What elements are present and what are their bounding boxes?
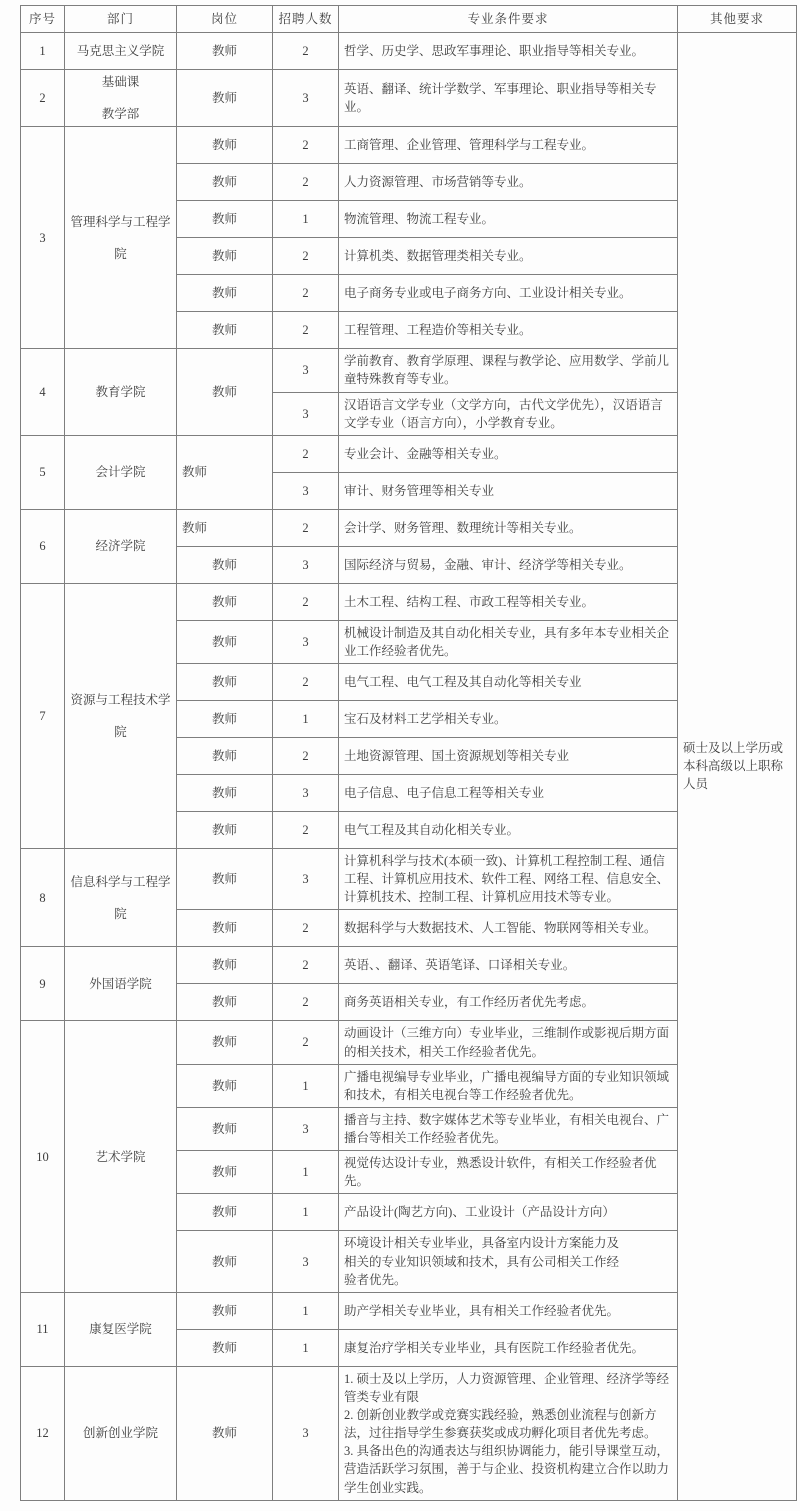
headcount-cell: 2 [273, 509, 339, 546]
department-name: 院 [114, 906, 127, 921]
headcount-cell: 2 [273, 33, 339, 70]
post-cell: 教师 [177, 583, 273, 620]
post-cell: 教师 [177, 312, 273, 349]
table-row [21, 33, 797, 70]
department-name: 基础课 [101, 75, 140, 89]
headcount-cell: 3 [273, 546, 339, 583]
row-number-cell: 11 [21, 1292, 65, 1366]
department-cell [65, 70, 177, 127]
requirement-cell: 广播电视编导专业毕业，广播电视编导方面的专业知识领域和技术，有相关电视台等工作经验者优先。 [339, 1064, 678, 1107]
post-cell: 教师 [177, 33, 273, 70]
department-cell [65, 127, 177, 349]
requirement-cell: 土地资源管理、国土资源规划等相关专业 [339, 738, 678, 775]
department-name: 艺术学院 [95, 1149, 146, 1164]
headcount-cell: 3 [273, 1107, 339, 1150]
headcount-cell: 1 [273, 1194, 339, 1231]
requirement-cell: 国际经济与贸易，金融、审计、经济学等相关专业。 [339, 546, 678, 583]
requirement-cell: 宝石及材料工艺学相关专业。 [339, 701, 678, 738]
post-cell: 教师 [177, 1292, 273, 1329]
headcount-cell: 2 [273, 1021, 339, 1064]
headcount-cell: 2 [273, 664, 339, 701]
column-header: 专业条件要求 [339, 6, 678, 33]
post-cell: 教师 [177, 1151, 273, 1194]
requirement-cell: 电子信息、电子信息工程等相关专业 [339, 775, 678, 812]
requirement-cell: 土木工程、结构工程、市政工程等相关专业。 [339, 583, 678, 620]
table-body [21, 33, 797, 1501]
headcount-cell: 3 [273, 1231, 339, 1292]
requirement-cell: 审计、财务管理等相关专业 [339, 472, 678, 509]
department-name: 马克思主义学院 [76, 43, 165, 58]
headcount-cell: 3 [273, 70, 339, 127]
headcount-cell: 3 [273, 472, 339, 509]
requirement-line: 3. 具备出色的沟通表达与组织协调能力，能引导课堂互动，营造活跃学习氛围，善于与企业、投资机构建立合作以助力学生创业实践。 [344, 1444, 670, 1495]
requirement-line: 1. 硕士及以上学历，人力资源管理、企业管理、经济学等经管类专业有限 [344, 1371, 670, 1404]
post-cell: 教师 [177, 1021, 273, 1064]
post-cell: 教师 [177, 1107, 273, 1150]
requirement-line: 相关的专业知识领域和技术，具有公司相关工作经 [344, 1254, 620, 1269]
requirement-cell: 商务英语相关专业，有工作经历者优先考虑。 [339, 984, 678, 1021]
row-number-cell: 8 [21, 849, 65, 947]
post-cell: 教师 [177, 701, 273, 738]
requirement-cell: 电气工程、电气工程及其自动化等相关专业 [339, 664, 678, 701]
headcount-cell: 1 [273, 201, 339, 238]
department-name: 资源与工程技术学 [70, 692, 171, 707]
department-cell [65, 1292, 177, 1366]
row-number-cell: 12 [21, 1366, 65, 1500]
headcount-cell: 2 [273, 812, 339, 849]
department-cell [65, 435, 177, 509]
column-header: 其他要求 [678, 6, 797, 33]
department-cell [65, 349, 177, 436]
department-name: 经济学院 [95, 539, 146, 554]
post-cell: 教师 [177, 70, 273, 127]
department-name: 外国语学院 [89, 976, 152, 991]
post-cell: 教师 [177, 1231, 273, 1292]
requirement-cell: 机械设计制造及其自动化相关专业，具有多年本专业相关企业工作经验者优先。 [339, 620, 678, 663]
headcount-cell: 1 [273, 1151, 339, 1194]
headcount-cell: 2 [273, 910, 339, 947]
department-cell [65, 1021, 177, 1292]
department-cell [65, 947, 177, 1021]
post-cell: 教师 [177, 910, 273, 947]
post-cell: 教师 [177, 775, 273, 812]
requirement-cell [339, 1366, 678, 1500]
requirement-cell: 会计学、财务管理、数理统计等相关专业。 [339, 509, 678, 546]
requirement-cell: 物流管理、物流工程专业。 [339, 201, 678, 238]
requirement-cell: 工商管理、企业管理、管理科学与工程专业。 [339, 127, 678, 164]
requirement-cell: 哲学、历史学、思政军事理论、职业指导等相关专业。 [339, 33, 678, 70]
row-number-cell: 4 [21, 349, 65, 436]
post-cell: 教师 [177, 1064, 273, 1107]
requirement-cell: 产品设计(陶艺方向)、工业设计（产品设计方向） [339, 1194, 678, 1231]
post-cell: 教师 [177, 664, 273, 701]
requirement-cell: 助产学相关专业毕业，具有相关工作经验者优先。 [339, 1292, 678, 1329]
post-cell: 教师 [177, 1329, 273, 1366]
requirement-cell: 人力资源管理、市场营销等专业。 [339, 164, 678, 201]
requirement-cell: 数据科学与大数据技术、人工智能、物联网等相关专业。 [339, 910, 678, 947]
department-name: 院 [114, 246, 127, 261]
post-cell: 教师 [177, 509, 273, 546]
department-cell [65, 583, 177, 848]
post-cell: 教师 [177, 238, 273, 275]
headcount-cell: 2 [273, 947, 339, 984]
headcount-cell: 2 [273, 275, 339, 312]
department-cell [65, 509, 177, 583]
headcount-cell: 3 [273, 1366, 339, 1500]
post-cell: 教师 [177, 435, 273, 509]
requirement-cell: 播音与主持、数字媒体艺术等专业毕业，有相关电视台、广播台等相关工作经验者优先。 [339, 1107, 678, 1150]
row-number-cell: 10 [21, 1021, 65, 1292]
department-cell [65, 33, 177, 70]
department-cell [65, 1366, 177, 1500]
requirement-cell: 工程管理、工程造价等相关专业。 [339, 312, 678, 349]
post-cell: 教师 [177, 849, 273, 910]
row-number-cell: 6 [21, 509, 65, 583]
post-cell: 教师 [177, 812, 273, 849]
requirement-cell: 计算机类、数据管理类相关专业。 [339, 238, 678, 275]
post-cell: 教师 [177, 620, 273, 663]
column-header: 序号 [21, 6, 65, 33]
department-name: 管理科学与工程学 [70, 214, 171, 229]
headcount-cell: 2 [273, 312, 339, 349]
post-cell: 教师 [177, 275, 273, 312]
requirement-line: 2. 创新创业教学或竞赛实践经验，熟悉创业流程与创新方法，过往指导学生参赛获奖或成功孵化项目者优先考虑。 [344, 1408, 657, 1441]
table-header-row [21, 6, 797, 33]
row-number-cell: 1 [21, 33, 65, 70]
department-name: 创新创业学院 [82, 1426, 158, 1441]
post-cell: 教师 [177, 1366, 273, 1500]
headcount-cell: 1 [273, 701, 339, 738]
department-name: 院 [114, 724, 127, 739]
recruitment-table [20, 5, 797, 1501]
column-header: 部门 [65, 6, 177, 33]
headcount-cell: 2 [273, 127, 339, 164]
requirement-cell: 英语、、翻译、英语笔译、口译相关专业。 [339, 947, 678, 984]
requirement-cell: 电气工程及其自动化相关专业。 [339, 812, 678, 849]
headcount-cell: 3 [273, 775, 339, 812]
requirement-cell: 视觉传达设计专业，熟悉设计软件，有相关工作经验者优先。 [339, 1151, 678, 1194]
post-cell: 教师 [177, 947, 273, 984]
headcount-cell: 2 [273, 164, 339, 201]
post-cell: 教师 [177, 201, 273, 238]
post-cell: 教师 [177, 546, 273, 583]
department-name: 教学部 [101, 107, 140, 122]
post-cell: 教师 [177, 349, 273, 436]
department-name: 会计学院 [95, 465, 146, 480]
row-number-cell: 5 [21, 435, 65, 509]
headcount-cell: 2 [273, 238, 339, 275]
requirement-line: 环境设计相关专业毕业，具备室内设计方案能力及 [344, 1236, 620, 1251]
headcount-cell: 1 [273, 1064, 339, 1107]
requirement-cell: 电子商务专业或电子商务方向、工业设计相关专业。 [339, 275, 678, 312]
post-cell: 教师 [177, 164, 273, 201]
headcount-cell: 3 [273, 392, 339, 435]
headcount-cell: 2 [273, 984, 339, 1021]
requirement-cell: 康复治疗学相关专业毕业，具有医院工作经验者优先。 [339, 1329, 678, 1366]
department-name: 信息科学与工程学 [70, 874, 171, 889]
column-header: 岗位 [177, 6, 273, 33]
requirement-cell: 动画设计（三维方向）专业毕业，三维制作或影视后期方面的相关技术，相关工作经验者优先。 [339, 1021, 678, 1064]
post-cell: 教师 [177, 1194, 273, 1231]
requirement-cell: 专业会计、金融等相关专业。 [339, 435, 678, 472]
department-name: 康复医学院 [89, 1322, 152, 1337]
headcount-cell: 2 [273, 738, 339, 775]
department-name: 教育学院 [95, 384, 146, 399]
column-header: 招聘人数 [273, 6, 339, 33]
post-cell: 教师 [177, 127, 273, 164]
row-number-cell: 9 [21, 947, 65, 1021]
headcount-cell: 2 [273, 435, 339, 472]
department-cell [65, 849, 177, 947]
requirement-cell: 汉语语言文学专业（文学方向，古代文学优先），汉语语言文学专业（语言方向），小学教育专业。 [339, 392, 678, 435]
headcount-cell: 1 [273, 1292, 339, 1329]
requirement-cell: 英语、翻译、统计学数学、军事理论、职业指导等相关专业。 [339, 70, 678, 127]
row-number-cell: 2 [21, 70, 65, 127]
requirement-line: 验者优先。 [344, 1272, 407, 1287]
row-number-cell: 3 [21, 127, 65, 349]
requirement-cell: 计算机科学与技术(本硕一致)、计算机工程控制工程、通信工程、计算机应用技术、软件工程、网络工程、信息安全、计算机技术、控制工程、计算机应用技术等专业。 [339, 849, 678, 910]
post-cell: 教师 [177, 738, 273, 775]
other-requirement-cell: 硕士及以上学历或本科高级以上职称人员 [678, 33, 797, 1501]
headcount-cell: 3 [273, 849, 339, 910]
headcount-cell: 3 [273, 620, 339, 663]
headcount-cell: 1 [273, 1329, 339, 1366]
requirement-cell [339, 1231, 678, 1292]
post-cell: 教师 [177, 984, 273, 1021]
requirement-cell: 学前教育、教育学原理、课程与教学论、应用数学、学前儿童特殊教育等专业。 [339, 349, 678, 392]
headcount-cell: 2 [273, 583, 339, 620]
row-number-cell: 7 [21, 583, 65, 848]
headcount-cell: 3 [273, 349, 339, 392]
